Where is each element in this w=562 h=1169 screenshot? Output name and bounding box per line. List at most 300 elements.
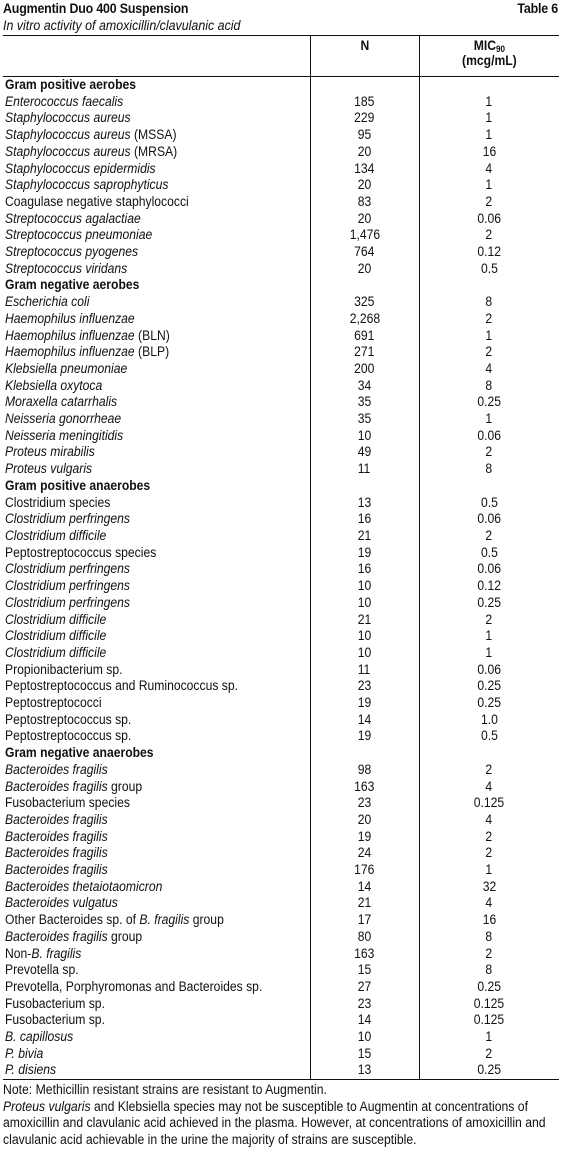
n-value: 14 <box>357 878 372 894</box>
mic-value: 0.06 <box>477 661 502 677</box>
mic-cell <box>419 1012 559 1029</box>
n-cell <box>310 528 419 545</box>
n-cell <box>310 177 419 194</box>
organism-plain-part: Clostridium species <box>5 494 111 510</box>
organism-name <box>5 812 108 829</box>
organism-name <box>5 177 168 194</box>
organism-cell <box>3 528 310 545</box>
n-cell <box>310 1029 419 1046</box>
organism-italic-part: Moraxella catarrhalis <box>5 394 118 410</box>
organism-italic-part: Enterococcus faecalis <box>5 93 124 109</box>
mic-value: 8 <box>485 461 493 477</box>
organism-italic-part: Staphylococcus saprophyticus <box>5 177 169 193</box>
n-cell <box>310 762 419 779</box>
organism-italic-part: Bacteroides fragilis <box>5 828 108 844</box>
organism-cell <box>3 612 310 629</box>
mic-value: 2 <box>485 945 493 961</box>
organism-name <box>5 962 79 979</box>
n-cell <box>310 127 419 144</box>
mic-cell <box>419 378 559 395</box>
n-cell <box>310 845 419 862</box>
mic-value: 0.06 <box>477 561 502 577</box>
mic-cell <box>419 912 559 929</box>
n-value: 10 <box>357 1029 372 1045</box>
organism-name <box>5 845 108 862</box>
organism-name <box>5 996 105 1013</box>
n-value: 21 <box>357 895 372 911</box>
n-cell <box>310 344 419 361</box>
table-row <box>3 561 559 578</box>
organism-name <box>5 628 106 645</box>
mic-cell <box>419 311 559 328</box>
n-value: 23 <box>357 795 372 811</box>
mic-value: 2 <box>485 828 493 844</box>
organism-name <box>5 779 142 796</box>
organism-italic-part: Clostridium difficile <box>5 628 107 644</box>
n-value: 20 <box>357 210 372 226</box>
organism-italic-part: B. fragilis <box>139 912 190 928</box>
mic-cell <box>419 946 559 963</box>
organism-cell <box>3 444 310 461</box>
n-cell <box>310 495 419 512</box>
organism-cell <box>3 177 310 194</box>
organism-cell <box>3 712 310 729</box>
table-row <box>3 728 559 745</box>
mic-cell <box>419 929 559 946</box>
n-cell <box>310 311 419 328</box>
mic-cell <box>419 628 559 645</box>
table-row <box>3 194 559 211</box>
mic-value: 2 <box>485 1045 493 1061</box>
organism-name <box>5 311 135 328</box>
mic-cell <box>419 294 559 311</box>
organism-name <box>5 394 117 411</box>
mic-cell <box>419 227 559 244</box>
mic-value: 0.125 <box>474 1012 505 1028</box>
n-cell <box>310 979 419 996</box>
n-value: 11 <box>358 461 371 477</box>
n-cell <box>310 1046 419 1063</box>
mic-value: 2 <box>485 310 493 326</box>
organism-plain-part: Peptostreptococcus sp. <box>5 711 132 727</box>
organism-name <box>5 728 131 745</box>
table-row <box>3 94 559 111</box>
organism-cell <box>3 829 310 846</box>
mic-cell <box>419 779 559 796</box>
organism-name <box>5 211 141 228</box>
organism-plain-part: Peptostreptococci <box>5 695 102 711</box>
organism-cell <box>3 929 310 946</box>
table-header-row <box>3 36 559 77</box>
organism-name <box>5 1046 43 1063</box>
mic-cell <box>419 127 559 144</box>
mic-value: 1 <box>485 93 493 109</box>
n-value: 13 <box>357 494 372 510</box>
organism-name <box>5 895 118 912</box>
n-value: 1,476 <box>349 227 380 243</box>
mic-value: 4 <box>485 895 493 911</box>
organism-plain-part: group <box>107 928 143 944</box>
organism-name <box>5 712 131 729</box>
mic-value: 2 <box>485 527 493 543</box>
organism-cell <box>3 311 310 328</box>
n-cell <box>310 244 419 261</box>
n-cell <box>310 211 419 228</box>
group-header-n-cell <box>310 277 419 294</box>
organism-italic-part: Haemophilus influenzae <box>5 310 135 326</box>
organism-plain-part: Peptostreptococcus sp. <box>5 728 132 744</box>
n-cell <box>310 161 419 178</box>
organism-plain-part: Non- <box>5 945 32 961</box>
organism-name <box>5 946 81 963</box>
mic-cell <box>419 595 559 612</box>
mic-value: 0.06 <box>477 210 502 226</box>
mic-value: 1 <box>485 110 493 126</box>
n-cell <box>310 929 419 946</box>
organism-cell <box>3 795 310 812</box>
table-row <box>3 110 559 127</box>
organism-name <box>5 645 106 662</box>
table-row <box>3 645 559 662</box>
table-row <box>3 829 559 846</box>
n-cell <box>310 361 419 378</box>
organism-italic-part: Bacteroides fragilis <box>5 928 108 944</box>
n-cell <box>310 695 419 712</box>
organism-italic-part: Streptococcus viridans <box>5 260 128 276</box>
organism-name <box>5 344 169 361</box>
mic-cell <box>419 996 559 1013</box>
mic-cell <box>419 194 559 211</box>
organism-name <box>5 511 130 528</box>
mic-value: 1 <box>485 127 493 143</box>
note-proteus-rest: and Klebsiella species may not be susceptible to Augmentin at concentrations of amoxicillin and clavulanic acid achieved in the plasma. However, at concentrations of amoxicillin and clavulanic acid achievable in the urine the majority of strains are susceptible. <box>3 1098 546 1147</box>
n-value: 15 <box>357 1045 372 1061</box>
organism-italic-part: Proteus vulgaris <box>5 461 93 477</box>
organism-italic-part: Staphylococcus aureus <box>5 143 131 159</box>
organism-cell <box>3 545 310 562</box>
group-header-text: Gram positive aerobes <box>5 77 137 92</box>
n-value: 134 <box>354 160 375 176</box>
table-notes <box>3 1080 556 1148</box>
organism-plain-part: Other Bacteroides sp. of <box>5 912 140 928</box>
mic-value: 1 <box>485 862 493 878</box>
mic-value: 0.06 <box>477 511 502 527</box>
organism-name <box>5 912 224 929</box>
mic-value: 1.0 <box>480 711 498 727</box>
n-cell <box>310 227 419 244</box>
table-row <box>3 361 559 378</box>
table-row <box>3 712 559 729</box>
table-row <box>3 428 559 445</box>
mic-cell <box>419 144 559 161</box>
organism-name <box>5 328 170 345</box>
organism-plain-part: Prevotella sp. <box>5 962 79 978</box>
mic-cell <box>419 428 559 445</box>
organism-cell <box>3 1029 310 1046</box>
table-row <box>3 595 559 612</box>
group-header-n-cell <box>310 77 419 94</box>
organism-italic-part: Bacteroides fragilis <box>5 761 108 777</box>
n-cell <box>310 879 419 896</box>
organism-cell <box>3 1012 310 1029</box>
title-row <box>3 1 558 18</box>
note-methicillin: Note: Methicillin resistant strains are resistant to Augmentin. <box>3 1082 327 1098</box>
group-header-text: Gram negative anaerobes <box>5 745 154 761</box>
n-cell <box>310 962 419 979</box>
organism-name <box>5 127 177 144</box>
organism-cell <box>3 762 310 779</box>
organism-name <box>5 461 92 478</box>
organism-cell <box>3 962 310 979</box>
n-value: 16 <box>357 561 372 577</box>
mic-value: 0.25 <box>477 978 502 994</box>
organism-cell <box>3 361 310 378</box>
n-cell <box>310 428 419 445</box>
mic-value: 0.125 <box>474 995 505 1011</box>
organism-italic-part: Clostridium perfringens <box>5 594 130 610</box>
header-mic-main: MIC <box>473 38 496 53</box>
group-header-mic-cell <box>419 745 559 762</box>
table-row <box>3 261 559 278</box>
organism-name <box>5 378 102 395</box>
organism-cell <box>3 996 310 1013</box>
table-row <box>3 511 559 528</box>
n-cell <box>310 561 419 578</box>
mic-cell <box>419 545 559 562</box>
n-value: 691 <box>354 327 375 343</box>
table-body <box>3 77 559 1080</box>
organism-cell <box>3 294 310 311</box>
mic-value: 4 <box>485 360 493 376</box>
organism-name <box>5 428 123 445</box>
n-value: 23 <box>357 995 372 1011</box>
n-value: 20 <box>357 143 372 159</box>
n-value: 24 <box>357 845 372 861</box>
mic-value: 1 <box>485 628 493 644</box>
organism-plain-part: Fusobacterium sp. <box>5 995 105 1011</box>
table-row <box>3 929 559 946</box>
n-value: 13 <box>357 1062 372 1078</box>
organism-cell <box>3 94 310 111</box>
organism-italic-part: Streptococcus agalactiae <box>5 210 141 226</box>
mic-value: 1 <box>485 644 493 660</box>
n-cell <box>310 461 419 478</box>
mic-value: 1 <box>485 411 493 427</box>
organism-italic-part: Streptococcus pyogenes <box>5 244 139 260</box>
n-cell <box>310 411 419 428</box>
table-row <box>3 1062 559 1079</box>
organism-name <box>5 144 177 161</box>
organism-name <box>5 244 138 261</box>
mic-cell <box>419 244 559 261</box>
n-value: 2,268 <box>349 310 380 326</box>
mic-cell <box>419 511 559 528</box>
mic-cell <box>419 328 559 345</box>
organism-italic-part: Clostridium perfringens <box>5 511 130 527</box>
table-row <box>3 244 559 261</box>
table-label: Table 6 <box>517 1 558 16</box>
organism-name <box>5 612 106 629</box>
organism-cell <box>3 862 310 879</box>
table-row <box>3 779 559 796</box>
table-row <box>3 1012 559 1029</box>
mic-cell <box>419 979 559 996</box>
n-value: 11 <box>358 661 371 677</box>
organism-plain-part: group <box>107 778 143 794</box>
group-header-text: Gram negative aerobes <box>5 277 140 293</box>
n-cell <box>310 294 419 311</box>
organism-cell <box>3 645 310 662</box>
n-cell <box>310 678 419 695</box>
mic-value: 1 <box>485 327 493 343</box>
organism-italic-part: Clostridium perfringens <box>5 561 130 577</box>
organism-italic-part: Klebsiella oxytoca <box>5 377 103 393</box>
header-mic-sub: 90 <box>495 44 505 54</box>
organism-name <box>5 110 131 127</box>
mic-cell <box>419 495 559 512</box>
n-value: 163 <box>354 778 375 794</box>
mic-value: 0.125 <box>474 795 505 811</box>
mic-value: 2 <box>485 344 493 360</box>
group-header-mic-cell <box>419 77 559 94</box>
n-cell <box>310 595 419 612</box>
organism-cell <box>3 678 310 695</box>
mic-cell <box>419 795 559 812</box>
table-row <box>3 311 559 328</box>
organism-name <box>5 829 108 846</box>
table-row <box>3 294 559 311</box>
organism-cell <box>3 946 310 963</box>
mic-value: 2 <box>485 193 493 209</box>
header-n <box>310 36 419 77</box>
n-value: 23 <box>357 678 372 694</box>
mic-cell <box>419 261 559 278</box>
organism-italic-part: Clostridium difficile <box>5 644 107 660</box>
organism-cell <box>3 211 310 228</box>
organism-plain-part: Propionibacterium sp. <box>5 661 123 677</box>
table-subtitle: In vitro activity of amoxicillin/clavulanic acid <box>3 18 241 33</box>
n-value: 20 <box>357 811 372 827</box>
organism-cell <box>3 1062 310 1079</box>
organism-cell <box>3 979 310 996</box>
n-value: 200 <box>354 360 375 376</box>
organism-plain-part: group <box>189 912 224 928</box>
organism-italic-part: P. disiens <box>5 1062 57 1078</box>
table-row <box>3 612 559 629</box>
group-header-row <box>3 478 559 495</box>
organism-plain-part: Peptostreptococcus species <box>5 544 157 560</box>
mic-cell <box>419 695 559 712</box>
table-row <box>3 344 559 361</box>
organism-italic-part: Bacteroides thetaiotaomicron <box>5 878 163 894</box>
table-row <box>3 862 559 879</box>
mic-value: 2 <box>485 444 493 460</box>
n-value: 325 <box>354 294 375 310</box>
organism-cell <box>3 144 310 161</box>
n-cell <box>310 812 419 829</box>
organism-name <box>5 929 142 946</box>
organism-italic-part: Bacteroides vulgatus <box>5 895 118 911</box>
table-row <box>3 177 559 194</box>
n-value: 14 <box>357 711 372 727</box>
organism-cell <box>3 728 310 745</box>
mic-value: 8 <box>485 962 493 978</box>
organism-name <box>5 762 108 779</box>
group-header-n-cell <box>310 478 419 495</box>
table-row <box>3 411 559 428</box>
organism-plain-part: Fusobacterium sp. <box>5 1012 105 1028</box>
document-title: Augmentin Duo 400 Suspension <box>3 1 189 16</box>
table-row <box>3 545 559 562</box>
n-cell <box>310 1062 419 1079</box>
mic-value: 32 <box>482 878 497 894</box>
table-row <box>3 845 559 862</box>
organism-italic-part: Bacteroides fragilis <box>5 811 108 827</box>
organism-cell <box>3 879 310 896</box>
mic-value: 2 <box>485 845 493 861</box>
mic-cell <box>419 645 559 662</box>
header-n-label: N <box>360 38 369 53</box>
organism-cell <box>3 662 310 679</box>
table-row <box>3 528 559 545</box>
organism-cell <box>3 511 310 528</box>
table-row <box>3 1029 559 1046</box>
mic-value: 0.25 <box>477 394 502 410</box>
mic-value: 2 <box>485 611 493 627</box>
table-row <box>3 144 559 161</box>
table-row <box>3 328 559 345</box>
n-value: 176 <box>354 862 375 878</box>
organism-name <box>5 1029 73 1046</box>
n-value: 49 <box>357 444 372 460</box>
mic-value: 0.5 <box>480 728 498 744</box>
organism-cell <box>3 194 310 211</box>
organism-cell <box>3 328 310 345</box>
organism-italic-part: Clostridium difficile <box>5 527 107 543</box>
group-header-label <box>3 745 310 762</box>
organism-cell <box>3 110 310 127</box>
mic-cell <box>419 728 559 745</box>
n-value: 764 <box>354 244 375 260</box>
organism-italic-part: Staphylococcus epidermidis <box>5 160 156 176</box>
mic-cell <box>419 895 559 912</box>
n-cell <box>310 511 419 528</box>
table-row <box>3 812 559 829</box>
mic-cell <box>419 712 559 729</box>
mic-cell <box>419 361 559 378</box>
mic-cell <box>419 110 559 127</box>
n-value: 20 <box>357 177 372 193</box>
n-value: 17 <box>357 912 372 928</box>
mic-cell <box>419 862 559 879</box>
table-row <box>3 946 559 963</box>
n-cell <box>310 394 419 411</box>
organism-italic-part: Staphylococcus aureus <box>5 127 131 143</box>
organism-name <box>5 411 121 428</box>
organism-name <box>5 227 152 244</box>
table-row <box>3 962 559 979</box>
table-row <box>3 227 559 244</box>
n-cell <box>310 628 419 645</box>
organism-name <box>5 261 127 278</box>
table-row <box>3 695 559 712</box>
organism-italic-part: Bacteroides fragilis <box>5 862 108 878</box>
header-mic-label <box>474 38 505 53</box>
table-row <box>3 578 559 595</box>
mic-cell <box>419 1029 559 1046</box>
n-value: 83 <box>357 193 372 209</box>
n-cell <box>310 829 419 846</box>
